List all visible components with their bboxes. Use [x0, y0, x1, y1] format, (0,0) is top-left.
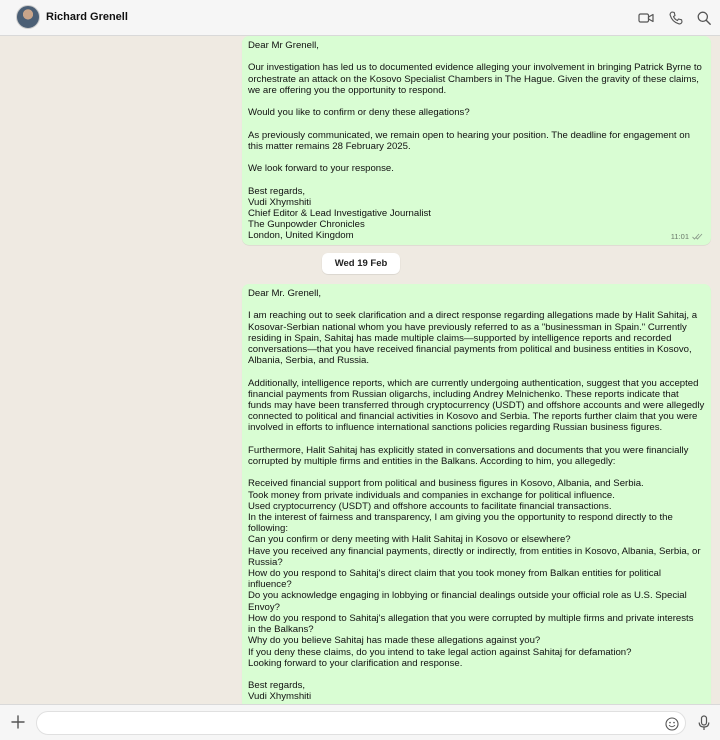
- avatar[interactable]: [16, 5, 40, 29]
- chat-header: [0, 0, 720, 36]
- chat-area[interactable]: [0, 36, 720, 704]
- emoji-icon[interactable]: [665, 717, 679, 731]
- date-separator: Wed 19 Feb: [322, 253, 400, 274]
- phone-icon[interactable]: [668, 10, 684, 26]
- video-call-icon[interactable]: [638, 10, 654, 26]
- message-input[interactable]: [36, 711, 686, 735]
- message-bubble[interactable]: [242, 36, 711, 245]
- plus-icon[interactable]: [10, 714, 26, 730]
- microphone-icon[interactable]: [697, 715, 711, 731]
- message-bubble[interactable]: [242, 284, 711, 724]
- message-time: 11:01: [670, 232, 689, 241]
- contact-name[interactable]: Richard Grenell: [46, 11, 128, 23]
- message-composer: [0, 704, 720, 740]
- message-text: Dear Mr Grenell, Our investigation has led us to documented evidence alleging your involvement in bringing Patrick Byrne to orchestrate an attack on the Kosovo Specialist Chambers in The Hague. Given the gravity of these claims, we are offering you the opportunity to respond. Would you like to confirm or deny these allegations? As previously communicated, we remain open to hearing your position. The deadline for engagement on this matter remains 28 February 2025. We look forward to your response. Best regards, Vudi Xhymshiti Chief Editor & Lead Investigative Journalist The Gunpowder Chronicles London, United Kingdom: [248, 40, 702, 242]
- double-check-icon: [692, 233, 703, 240]
- search-icon[interactable]: [696, 10, 712, 26]
- message-meta: [671, 232, 703, 241]
- message-text: Dear Mr. Grenell, I am reaching out to seek clarification and a direct response regarding allegations made by Halit Sahitaj, a Kosovar-Serbian national whom you have previously referred to as a "businessman in Spain." Currently residing in Spain, Sahitaj has made multiple claims—supported by intelligence reports and recorded conversations—that you have received financial payments from political and business entities in Kosovo, Albania, Serbia, and Russia. Additionally, intelligence reports, which are currently undergoing authentication, suggest that you accepted financial payments from Russian oligarchs, including Andrey Melnichenko. These reports indicate that funds may have been transferred through cryptocurrency (USDT) and offshore accounts and were allegedly connected to political and financial activities in Kosovo and Serbia. The reports further claim that you were involved in efforts to influence international sanctions policies regarding Russian business figures. Furthermore, Halit Sahitaj has explicitly stated in conversations and documents that you were financially corrupted by multiple firms and entities in the Balkans. According to him, you allegedly: Received financial support from political and business figures in Kosovo, Albania, and Serbia. Took money from private individuals and companies in exchange for political influence. Used cryptocurrency (USDT) and offshore accounts to facilitate financial transactions. In the interest of fairness and transparency, I am giving you the opportunity to respond directly to the following: Can you confirm or deny meeting with Halit Sahitaj in Kosovo or elsewhere? Have you received any financial payments, directly or indirectly, from entities in Kosovo, Albania, Serbia, or Russia? How do you respond to Sahitaj's direct claim that you took money from Balkan entities for political influence? Do you acknowledge engaging in lobbying or financial dealings outside your official role as U.S. Special Envoy? How do you respond to Sahitaj's allegation that you were corrupted by multiple firms and private interests in the Balkans? Why do you believe Sahitaj has made these allegations against you? If you deny these claims, do you intend to take legal action against Sahitaj for defamation? Looking forward to your clarification and response. Best regards, Vudi Xhymshiti: [248, 288, 705, 703]
